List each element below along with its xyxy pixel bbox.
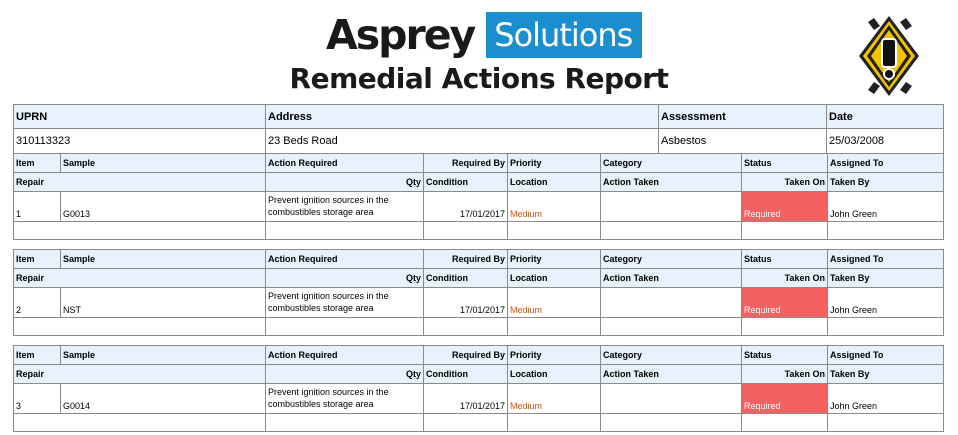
repair-row <box>14 222 944 240</box>
qty-header: Qty <box>266 365 424 384</box>
sample-value: G0013 <box>61 192 266 222</box>
company-logo <box>326 12 642 58</box>
warning-icon <box>856 12 922 100</box>
repair-header: Repair <box>14 173 266 192</box>
action-block <box>13 249 944 336</box>
category-header: Category <box>601 154 742 173</box>
category-value <box>601 192 742 222</box>
taken-by-value <box>828 414 944 432</box>
address-value: 23 Beds Road <box>266 129 659 154</box>
status-header: Status <box>742 154 828 173</box>
action-taken-value <box>601 222 742 240</box>
item-number: 2 <box>14 288 61 318</box>
repair-value <box>14 318 266 336</box>
date-value: 25/03/2008 <box>827 129 944 154</box>
action-block <box>13 345 944 432</box>
property-summary-table <box>13 104 944 154</box>
taken-by-header: Taken By <box>828 365 944 384</box>
required-by-value: 17/01/2017 <box>424 288 508 318</box>
action-taken-header: Action Taken <box>601 269 742 288</box>
location-header: Location <box>508 269 601 288</box>
assigned-to-value: John Green <box>828 192 944 222</box>
condition-value <box>424 414 508 432</box>
assigned-to-header: Assigned To <box>828 154 944 173</box>
taken-on-header: Taken On <box>742 365 828 384</box>
qty-header: Qty <box>266 173 424 192</box>
item-header: Item <box>14 346 61 365</box>
assigned-to-header: Assigned To <box>828 250 944 269</box>
condition-value <box>424 318 508 336</box>
priority-header: Priority <box>508 346 601 365</box>
item-number: 3 <box>14 384 61 414</box>
logo-wordmark: Asprey <box>326 11 475 59</box>
repair-header: Repair <box>14 269 266 288</box>
item-header: Item <box>14 250 61 269</box>
status-badge: Required <box>742 288 828 318</box>
taken-on-header: Taken On <box>742 269 828 288</box>
assigned-to-header: Assigned To <box>828 346 944 365</box>
repair-row <box>14 414 944 432</box>
assigned-to-value: John Green <box>828 288 944 318</box>
address-label: Address <box>266 105 659 129</box>
taken-by-value <box>828 318 944 336</box>
assessment-label: Assessment <box>659 105 827 129</box>
taken-on-value <box>742 222 828 240</box>
category-value <box>601 288 742 318</box>
repair-value <box>14 222 266 240</box>
priority-header: Priority <box>508 250 601 269</box>
status-header: Status <box>742 250 828 269</box>
repair-row <box>14 318 944 336</box>
logo-solutions-box: Solutions <box>486 12 642 58</box>
taken-by-value <box>828 222 944 240</box>
action-required-value: Prevent ignition sources in the combustibles storage area <box>266 288 424 318</box>
item-number: 1 <box>14 192 61 222</box>
assigned-to-value: John Green <box>828 384 944 414</box>
priority-value: Medium <box>508 288 601 318</box>
qty-value <box>266 222 424 240</box>
action-required-value: Prevent ignition sources in the combustibles storage area <box>266 384 424 414</box>
required-by-header: Required By <box>424 154 508 173</box>
condition-value <box>424 222 508 240</box>
taken-on-value <box>742 318 828 336</box>
category-header: Category <box>601 346 742 365</box>
assessment-value: Asbestos <box>659 129 827 154</box>
qty-value <box>266 318 424 336</box>
taken-on-value <box>742 414 828 432</box>
status-badge: Required <box>742 384 828 414</box>
required-by-value: 17/01/2017 <box>424 384 508 414</box>
taken-by-header: Taken By <box>828 173 944 192</box>
table-row <box>14 384 944 414</box>
sample-header: Sample <box>61 250 266 269</box>
qty-value <box>266 414 424 432</box>
repair-header: Repair <box>14 365 266 384</box>
sample-value: G0014 <box>61 384 266 414</box>
priority-value: Medium <box>508 384 601 414</box>
action-taken-header: Action Taken <box>601 173 742 192</box>
report-header <box>0 0 958 104</box>
action-taken-value <box>601 318 742 336</box>
location-header: Location <box>508 365 601 384</box>
required-by-header: Required By <box>424 346 508 365</box>
table-row <box>14 288 944 318</box>
location-value <box>508 318 601 336</box>
taken-on-header: Taken On <box>742 173 828 192</box>
taken-by-header: Taken By <box>828 269 944 288</box>
action-required-header: Action Required <box>266 250 424 269</box>
action-block <box>13 153 944 240</box>
sample-header: Sample <box>61 346 266 365</box>
priority-header: Priority <box>508 154 601 173</box>
status-header: Status <box>742 346 828 365</box>
status-badge: Required <box>742 192 828 222</box>
sample-value: NST <box>61 288 266 318</box>
action-required-header: Action Required <box>266 346 424 365</box>
location-header: Location <box>508 173 601 192</box>
sample-header: Sample <box>61 154 266 173</box>
action-taken-value <box>601 414 742 432</box>
item-header: Item <box>14 154 61 173</box>
action-required-header: Action Required <box>266 154 424 173</box>
category-header: Category <box>601 250 742 269</box>
condition-header: Condition <box>424 269 508 288</box>
repair-value <box>14 414 266 432</box>
uprn-label: UPRN <box>14 105 266 129</box>
table-row <box>14 192 944 222</box>
required-by-value: 17/01/2017 <box>424 192 508 222</box>
date-label: Date <box>827 105 944 129</box>
condition-header: Condition <box>424 173 508 192</box>
location-value <box>508 222 601 240</box>
required-by-header: Required By <box>424 250 508 269</box>
page-title: Remedial Actions Report <box>289 62 669 95</box>
qty-header: Qty <box>266 269 424 288</box>
condition-header: Condition <box>424 365 508 384</box>
priority-value: Medium <box>508 192 601 222</box>
uprn-value: 310113323 <box>14 129 266 154</box>
action-required-value: Prevent ignition sources in the combustibles storage area <box>266 192 424 222</box>
category-value <box>601 384 742 414</box>
action-taken-header: Action Taken <box>601 365 742 384</box>
location-value <box>508 414 601 432</box>
